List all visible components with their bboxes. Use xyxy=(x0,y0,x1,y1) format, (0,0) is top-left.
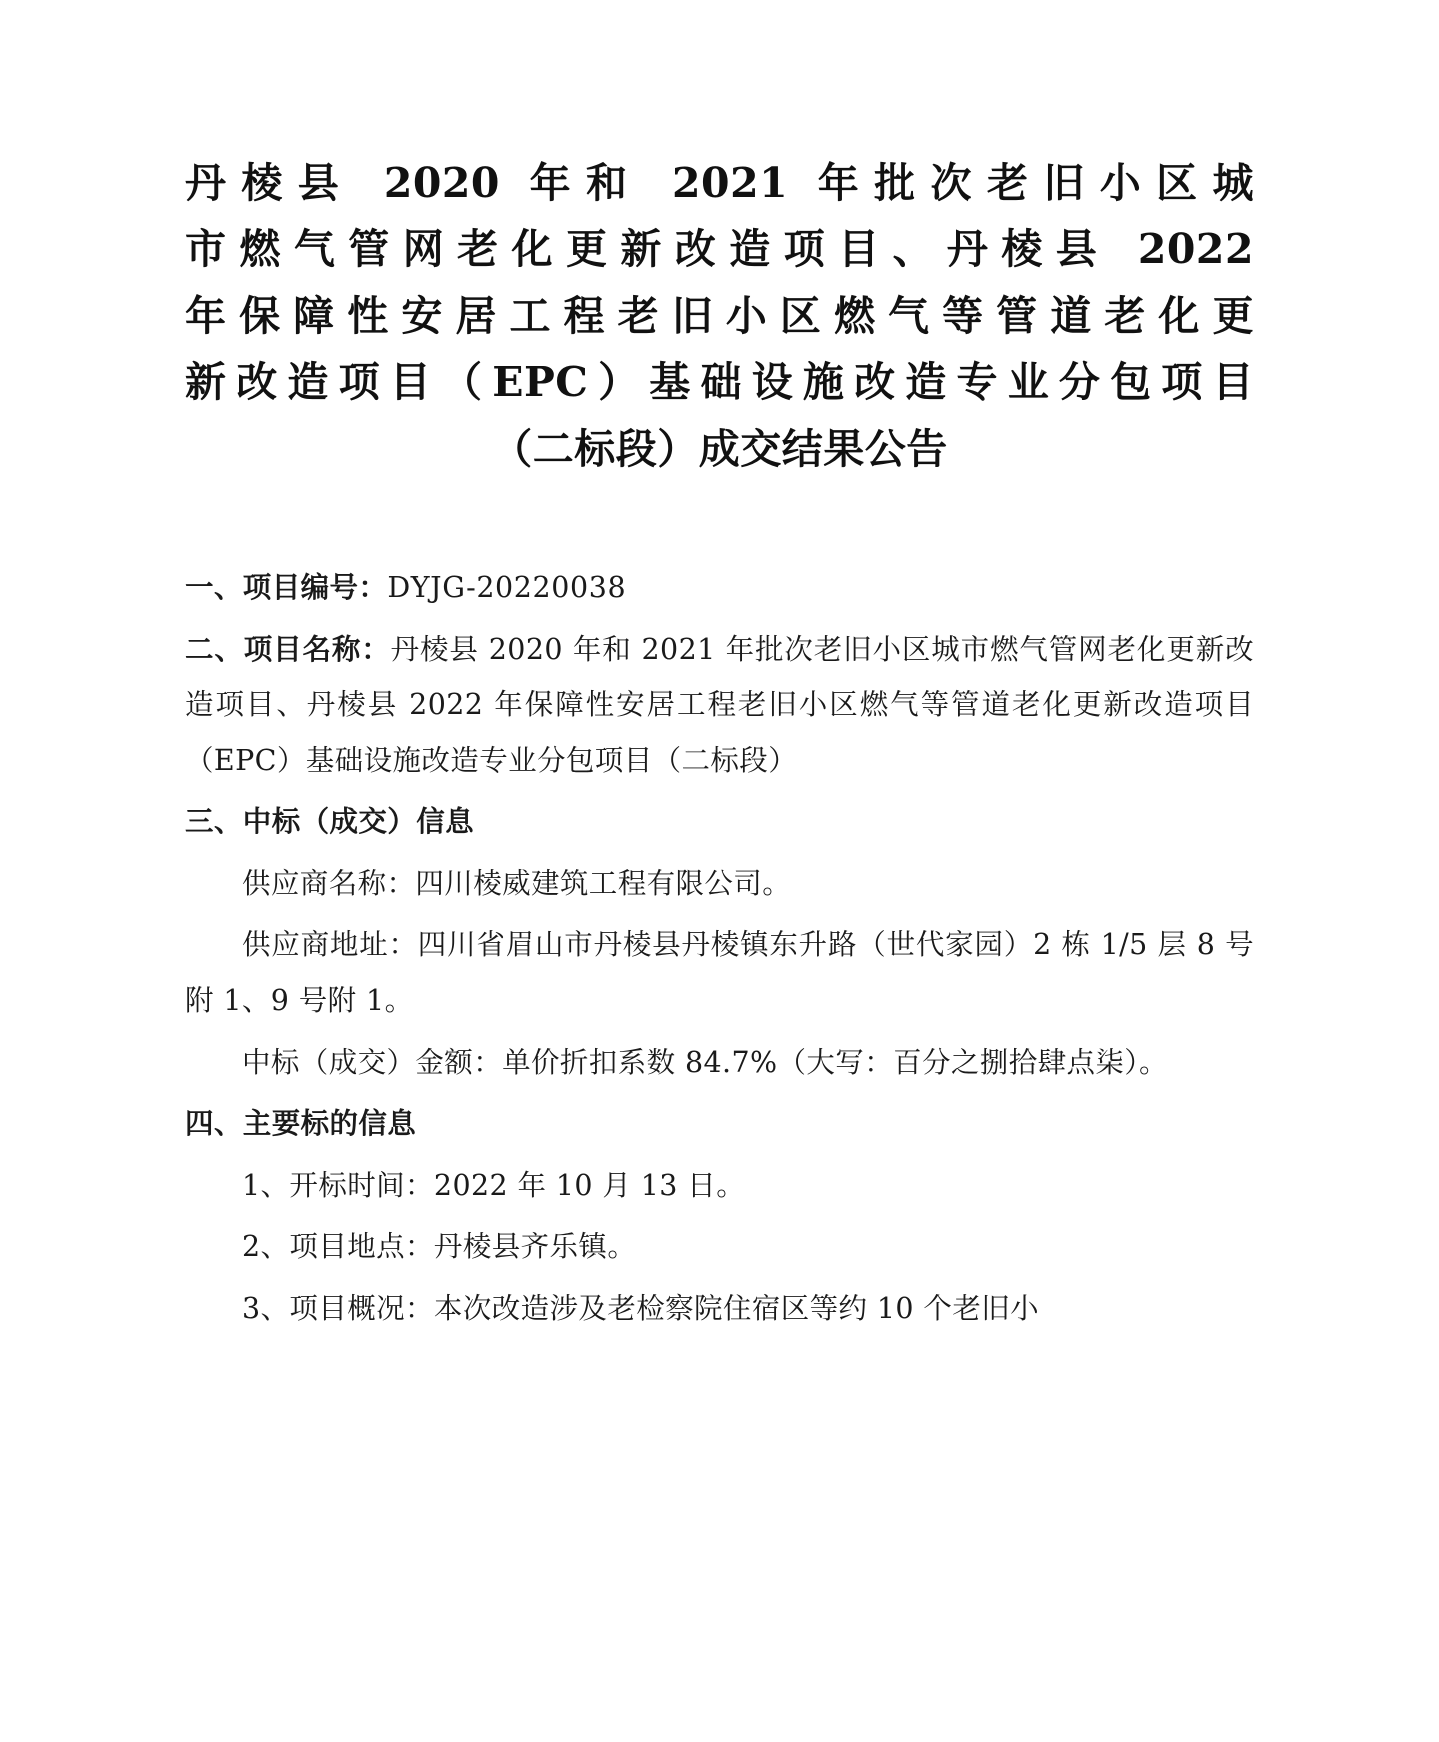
title-line-1: 丹棱县 2020 年和 2021 年批次老旧小区城 xyxy=(185,159,1254,207)
section-project-number-value: DYJG-20220038 xyxy=(387,571,627,605)
section-project-number-label: 一、项目编号： xyxy=(185,570,388,605)
supplier-name: 供应商名称：四川棱威建筑工程有限公司。 xyxy=(242,866,792,900)
bid-opening-time: 1、开标时间：2022 年 10 月 13 日。 xyxy=(242,1168,746,1202)
title-line-3: 年保障性安居工程老旧小区燃气等管道老化更 xyxy=(185,291,1254,340)
section-project-name-label: 二、项目名称： xyxy=(185,631,391,666)
section-project-name-value: 丹棱县 2020 年和 2021 年批次老旧小区城市燃气管网老化更新改造项目、丹棱县 2022 年保障性安居工程老旧小区燃气等管道老化更新改造项目（EPC）基础设施改造专业分包项目（二标段） xyxy=(185,632,1254,777)
supplier-address: 供应商地址：四川省眉山市丹棱县丹棱镇东升路（世代家园）2 栋 1/5 层 8 号附 1、9 号附 1。 xyxy=(185,928,1254,1017)
document-body xyxy=(185,560,1254,1336)
title-line-4: 新改造项目（EPC）基础设施改造专业分包项目 xyxy=(185,358,1254,407)
section-project-name xyxy=(185,622,1254,789)
title-line-5: （二标段）成交结果公告 xyxy=(491,424,948,473)
section-main-target-heading: 四、主要标的信息 xyxy=(185,1106,417,1141)
section-award-info-heading: 三、中标（成交）信息 xyxy=(185,804,475,839)
section-project-number xyxy=(185,560,1254,616)
project-location: 2、项目地点：丹棱县齐乐镇。 xyxy=(242,1230,637,1264)
project-overview: 3、项目概况：本次改造涉及老检察院住宿区等约 10 个老旧小 xyxy=(242,1291,1040,1325)
title-line-2: 市燃气管网老化更新改造项目、丹棱县 2022 xyxy=(185,225,1254,274)
award-amount: 中标（成交）金额：单价折扣系数 84.7%（大写：百分之捌拾肆点柒）。 xyxy=(242,1045,1168,1079)
page-title xyxy=(185,150,1254,482)
